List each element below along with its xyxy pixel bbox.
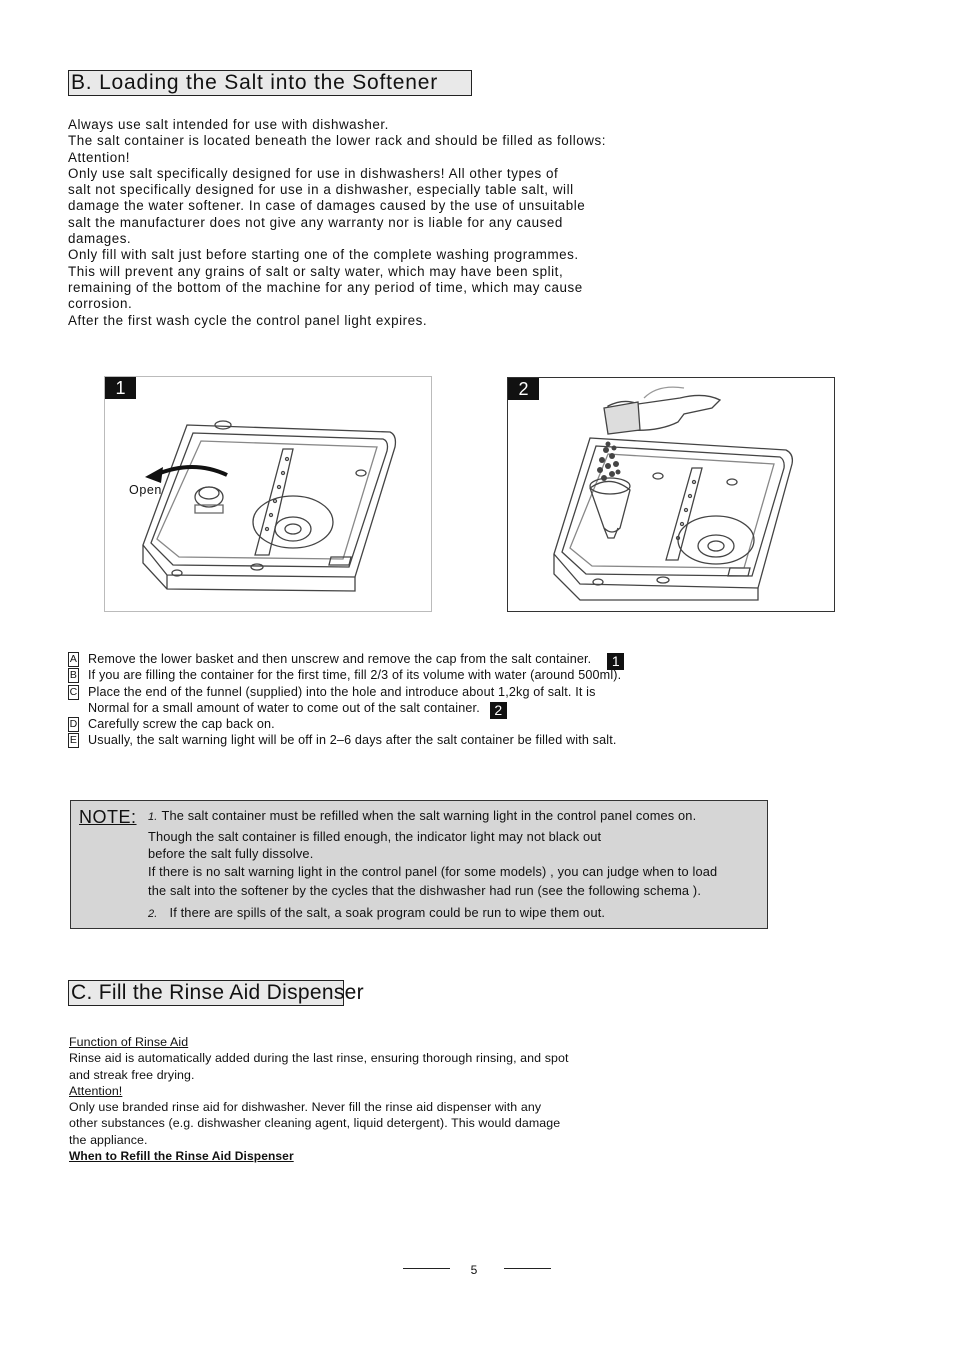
note-line-4: If there is no salt warning light in the control panel (for some models) , you can judge when to load <box>148 864 718 879</box>
attention-line-2: other substances (e.g. dishwasher cleaning agent, liquid detergent). This would damage <box>69 1116 561 1131</box>
footer-rule-left <box>403 1268 450 1269</box>
step-a-figure-badge: 1 <box>607 653 624 670</box>
section-c-title: C. Fill the Rinse Aid Dispenser <box>68 980 344 1006</box>
page-number: 5 <box>470 1263 478 1277</box>
dishwasher-tub-salt-pouring-illustration <box>508 378 834 611</box>
note-text-6: If there are spills of the salt, a soak program could be run to wipe them out. <box>169 905 606 920</box>
body-line: The salt container is located beneath the lower rack and should be filled as follows: <box>68 133 607 149</box>
attention-line-1: Only use branded rinse aid for dishwasher. Never fill the rinse aid dispenser with any <box>69 1100 542 1115</box>
body-line: Only fill with salt just before starting one of the complete washing programmes. <box>68 247 579 263</box>
body-line: Attention! <box>68 149 131 165</box>
attention-heading: Attention! <box>69 1083 123 1098</box>
figure-1-badge: 1 <box>105 377 136 399</box>
open-label: Open <box>129 483 162 497</box>
body-line: corrosion. <box>68 296 133 312</box>
step-letter-e: E <box>69 734 78 747</box>
step-a <box>68 651 768 667</box>
section-b-body <box>68 117 688 329</box>
step-e <box>68 732 768 748</box>
step-b-text: If you are filling the container for the first time, fill 2/3 of its volume with water (around 500ml). <box>88 668 622 683</box>
function-line-2: and streak free drying. <box>69 1067 195 1082</box>
step-letter-c: C <box>69 685 78 698</box>
body-line: salt not specifically designed for use in a dishwasher, especially table salt, will <box>68 182 574 198</box>
note-line-6 <box>148 905 605 920</box>
note-text-1: The salt container must be refilled when the salt warning light in the control panel comes on. <box>161 808 697 823</box>
note-line-1 <box>148 808 696 823</box>
step-c-figure-badge: 2 <box>490 702 507 719</box>
body-line: damages. <box>68 231 132 247</box>
footer-rule-right <box>504 1268 551 1269</box>
step-e-text: Usually, the salt warning light will be off in 2–6 days after the salt container be filled with salt. <box>88 733 617 748</box>
body-line: damage the water softener. In case of damages caused by the use of unsuitable <box>68 198 586 214</box>
note-label: NOTE: <box>79 807 137 827</box>
step-letter-d: D <box>69 718 78 731</box>
refill-heading: When to Refill the Rinse Aid Dispenser <box>69 1149 294 1164</box>
section-b-title: B. Loading the Salt into the Softener <box>68 70 472 96</box>
note-line-5: the salt into the softener by the cycles that the dishwasher had run (see the following schema ). <box>148 883 702 898</box>
figure-2-badge: 2 <box>508 378 539 400</box>
step-c-text-2: Normal for a small amount of water to come out of the salt container. <box>88 700 480 715</box>
note-number-2: 2. <box>148 908 158 920</box>
step-c-continued <box>68 700 768 716</box>
section-c-body <box>69 1034 569 1164</box>
figure-2 <box>507 377 835 612</box>
body-line: salt the manufacturer does not give any warranty nor is liable for any caused <box>68 214 563 230</box>
step-d <box>68 716 768 732</box>
figure-1 <box>104 376 432 612</box>
note-line-3: before the salt fully dissolve. <box>148 846 314 861</box>
note-number-1: 1. <box>148 811 158 823</box>
body-line: Always use salt intended for use with dishwasher. <box>68 117 389 132</box>
function-line-1: Rinse aid is automatically added during the last rinse, ensuring thorough rinsing, and spot <box>69 1051 569 1066</box>
body-line: After the first wash cycle the control panel light expires. <box>68 312 428 328</box>
body-line: This will prevent any grains of salt or salty water, which may have been split, <box>68 263 564 279</box>
function-heading: Function of Rinse Aid <box>69 1035 189 1049</box>
body-line: Only use salt specifically designed for use in dishwashers! All other types of <box>68 165 559 181</box>
step-a-text: Remove the lower basket and then unscrew and remove the cap from the salt container. <box>88 652 592 666</box>
note-box <box>70 800 768 929</box>
attention-line-3: the appliance. <box>69 1132 148 1147</box>
step-b <box>68 667 768 683</box>
note-line-2: Though the salt container is filled enough, the indicator light may not black out <box>148 829 602 844</box>
body-line: remaining of the bottom of the machine for any period of time, which may cause <box>68 279 583 295</box>
step-letter-a: A <box>69 653 78 665</box>
steps-list <box>68 651 768 749</box>
step-c <box>68 684 768 700</box>
step-c-text: Place the end of the funnel (supplied) into the hole and introduce about 1,2kg of salt. It is <box>88 684 596 699</box>
step-d-text: Carefully screw the cap back on. <box>88 717 275 732</box>
step-letter-b: B <box>69 669 78 682</box>
